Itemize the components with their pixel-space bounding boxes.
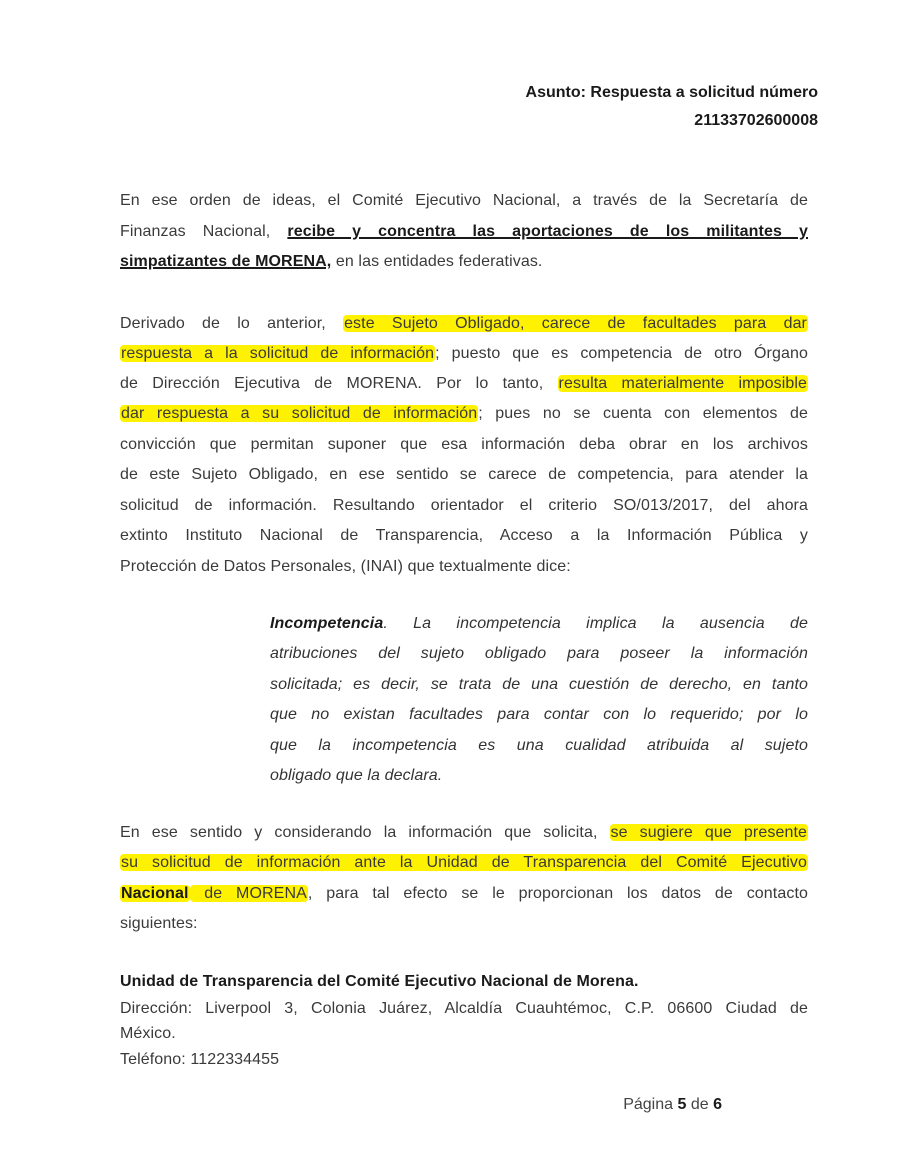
text-line: extinto Instituto Nacional de Transparencia, Acceso a la Información Pública y (120, 527, 808, 544)
text-span: ; pues no se cuenta con elementos de (478, 405, 808, 422)
text-line (120, 314, 808, 334)
contact-title: Unidad de Transparencia del Comité Ejecutivo Nacional de Morena. (120, 973, 639, 990)
quote-line: que la incompetencia es una cualidad atribuida al sujeto (270, 737, 808, 754)
text-span: en las entidades federativas. (331, 253, 543, 270)
contact-phone: Teléfono: 1122334455 (120, 1051, 280, 1068)
highlighted-text: de MORENA (190, 885, 307, 902)
text-line (120, 374, 808, 394)
text-span: En ese sentido y considerando la información que solicita, (120, 824, 610, 841)
text-line (120, 404, 808, 424)
bold-underlined-text: recibe y concentra las aportaciones de los militantes y (287, 223, 808, 240)
text-span: , para tal efecto se le proporcionan los datos de contacto (307, 885, 808, 902)
quote-line: atribuciones del sujeto obligado para poseer la información (270, 645, 808, 662)
text-span: Derivado de lo anterior, (120, 315, 344, 332)
text-line (120, 853, 808, 873)
highlighted-text: respuesta a la solicitud de información (121, 345, 435, 362)
highlighted-text: se sugiere que presente (610, 824, 807, 841)
quote-term: Incompetencia (270, 615, 384, 632)
text-span: de Dirección Ejecutiva de MORENA. Por lo tanto, (120, 375, 558, 392)
quote-line: que no existan facultades para contar con lo requerido; por lo (270, 706, 808, 723)
quote-line: solicitada; es decir, se trata de una cuestión de derecho, en tanto (270, 676, 808, 693)
bold-underlined-text: simpatizantes de MORENA, (120, 253, 332, 270)
page-label: Página (623, 1096, 674, 1113)
current-page: 5 (677, 1096, 687, 1113)
text-line: convicción que permitan suponer que esa información deba obrar en los archivos (120, 436, 808, 453)
highlighted-text: este Sujeto Obligado, carece de facultades para dar (344, 315, 807, 332)
page-number (623, 1096, 722, 1114)
page-sep: de (690, 1096, 709, 1113)
text-line (120, 252, 808, 272)
text-line: solicitud de información. Resultando orientador el criterio SO/013/2017, del ahora (120, 497, 808, 514)
contact-address: Dirección: Liverpool 3, Colonia Juárez, Alcaldía Cuauhtémoc, C.P. 06600 Ciudad de (120, 1000, 808, 1017)
highlighted-text: su solicitud de información ante la Unidad de Transparencia del Comité Ejecutivo (121, 854, 807, 871)
highlighted-text: dar respuesta a su solicitud de información (121, 405, 478, 422)
text-line: de este Sujeto Obligado, en ese sentido se carece de competencia, para atender la (120, 466, 808, 483)
text-line: En ese orden de ideas, el Comité Ejecutivo Nacional, a través de la Secretaría de (120, 192, 808, 209)
total-pages: 6 (713, 1096, 722, 1113)
text-line (120, 222, 808, 242)
quote-line (270, 614, 808, 634)
subject-line: Asunto: Respuesta a solicitud número (525, 84, 818, 101)
text-span: Finanzas Nacional, (120, 223, 288, 240)
text-span: . La incompetencia implica la ausencia de (383, 615, 808, 632)
text-line (120, 344, 808, 364)
request-number: 21133702600008 (694, 112, 818, 129)
text-line (120, 823, 808, 843)
text-line (120, 884, 808, 904)
text-span: ; puesto que es competencia de otro Órgano (435, 345, 808, 362)
highlighted-text: resulta materialmente imposible (558, 375, 807, 392)
text-line: Protección de Datos Personales, (INAI) que textualmente dice: (120, 558, 571, 575)
highlighted-bold-text: Nacional (121, 885, 189, 902)
quote-line: obligado que la declara. (270, 767, 443, 784)
contact-address-cont: México. (120, 1025, 176, 1042)
text-line: siguientes: (120, 915, 198, 932)
